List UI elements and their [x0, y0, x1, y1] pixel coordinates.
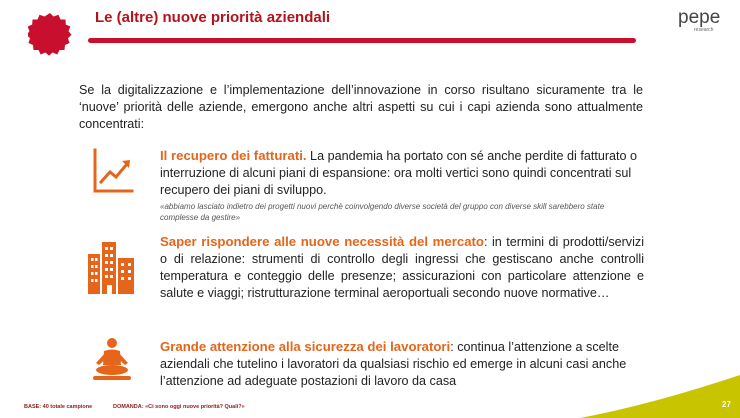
footer-question: DOMANDA: «Ci sono oggi nuove priorità? Quali?» — [113, 404, 245, 410]
item-worker-safety — [160, 338, 644, 390]
page-title: Le (altre) nuove priorità aziendali — [95, 9, 331, 26]
logo-main: pepe — [678, 7, 721, 28]
meditation-icon — [90, 337, 134, 381]
logo-sub: research — [694, 27, 714, 33]
growth-chart-icon — [92, 148, 134, 194]
item-text: : in termini di prodotti/servizi o di relazione: strumenti di controllo degli ingressi che gestiscano anche controlli temperatura e conteggio delle presenze; assicurazioni con particolare attenzione e salute e viaggi; ristrutturazione terminal aeroportuali secondo nuove normative… — [160, 235, 645, 300]
item-heading: Grande attenzione alla sicurezza dei lavoratori — [160, 339, 451, 354]
item-quote: «abbiamo lasciato indietro dei progetti nuovi perchè coinvolgendo diverse società del gruppo con diverse skill sarebbero state complesse da gestire» — [160, 202, 605, 222]
intro-paragraph: Se la digitalizzazione e l’implementazione dell’innovazione in corso risultano sicuramente tra le ‘nuove’ priorità delle aziende, emergono anche altri aspetti su cui i capi azienda sono attualmente concentrati: — [79, 83, 643, 131]
page-number: 27 — [722, 400, 731, 409]
item-heading: Saper rispondere alle nuove necessità del mercato — [160, 234, 484, 249]
footer-base: BASE: 40 totale campione — [24, 404, 93, 410]
buildings-icon — [86, 238, 136, 296]
brand-logo — [678, 8, 728, 34]
item-text: La pandemia ha portato con sé anche perdite di fatturato o interruzione di alcuni piani di espansione: ora molti vertici sono quindi concentrati sul recupero dei piani di sviluppo. — [160, 149, 638, 197]
item-text: : continua l’attenzione a scelte aziendali che tutelino i lavoratori da qualsiasi rischio ed emerge in alcuni casi anche l’attenzione ad adeguate postazioni di lavoro da casa — [160, 340, 627, 388]
title-underline — [88, 38, 636, 43]
item-heading: Il recupero dei fatturati. — [160, 148, 307, 163]
corner-wave — [580, 375, 740, 418]
item-market-needs — [160, 233, 644, 302]
seal-logo — [28, 12, 72, 56]
item-revenue-recovery — [160, 147, 644, 223]
